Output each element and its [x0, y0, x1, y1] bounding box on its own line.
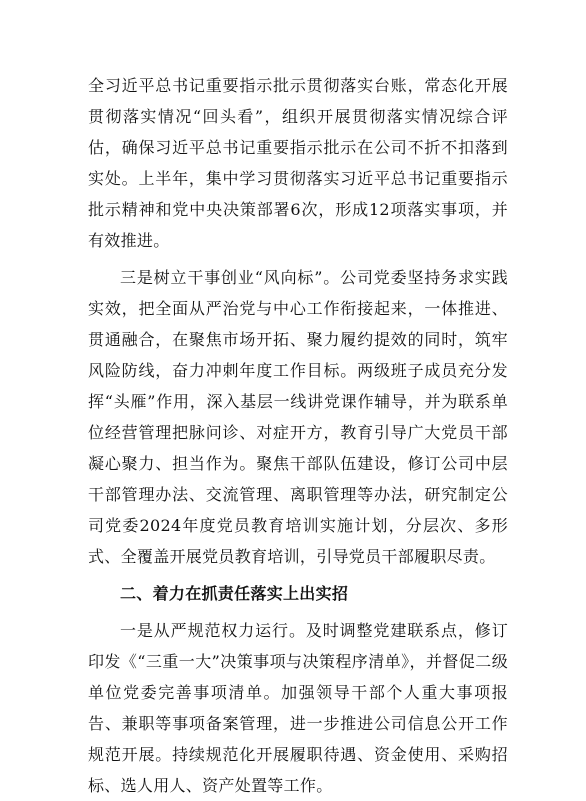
- section-heading: 二、着力在抓责任落实上出实招: [120, 584, 349, 603]
- paragraph-point-one: 一是从严规范权力运行。及时调整党建联系点，修订印发《“三重一大”决策事项与决策程序清单》，并督促二级单位党委完善事项清单。加强领导干部个人重大事项报告、兼职等事项备案管理，进一步推进公司信息公开工作规范开展。持续规范化开展履职待遇、资金使用、采购招标、选人用人、资产处置等工作。: [88, 621, 508, 795]
- document-body: [88, 70, 508, 801]
- paragraph-continuation: 全习近平总书记重要指示批示贯彻落实台账，常态化开展贯彻落实情况“回头看”，组织开展贯彻落实情况综合评估，确保习近平总书记重要指示批示在公司不折不扣落到实处。上半年，集中学习贯彻落实习近平总书记重要指示批示精神和党中央决策部署6次，形成12项落实事项，并有效推进。: [88, 76, 508, 250]
- paragraph-point-three: 三是树立干事创业“风向标”。公司党委坚持务求实践实效，把全面从严治党与中心工作衔接起来，一体推进、贯通融合，在聚焦市场开拓、聚力履约提效的同时，筑牢风险防线，奋力冲刺年度工作目标。两级班子成员充分发挥“头雁”作用，深入基层一线讲党课作辅导，并为联系单位经营管理把脉问诊、对症开方，教育引导广大党员干部凝心聚力、担当作为。聚焦干部队伍建设，修订公司中层干部管理办法、交流管理、离职管理等办法，研究制定公司党委2024年度党员教育培训实施计划，分层次、多形式、全覆盖开展党员教育培训，引导党员干部履职尽责。: [88, 268, 508, 566]
